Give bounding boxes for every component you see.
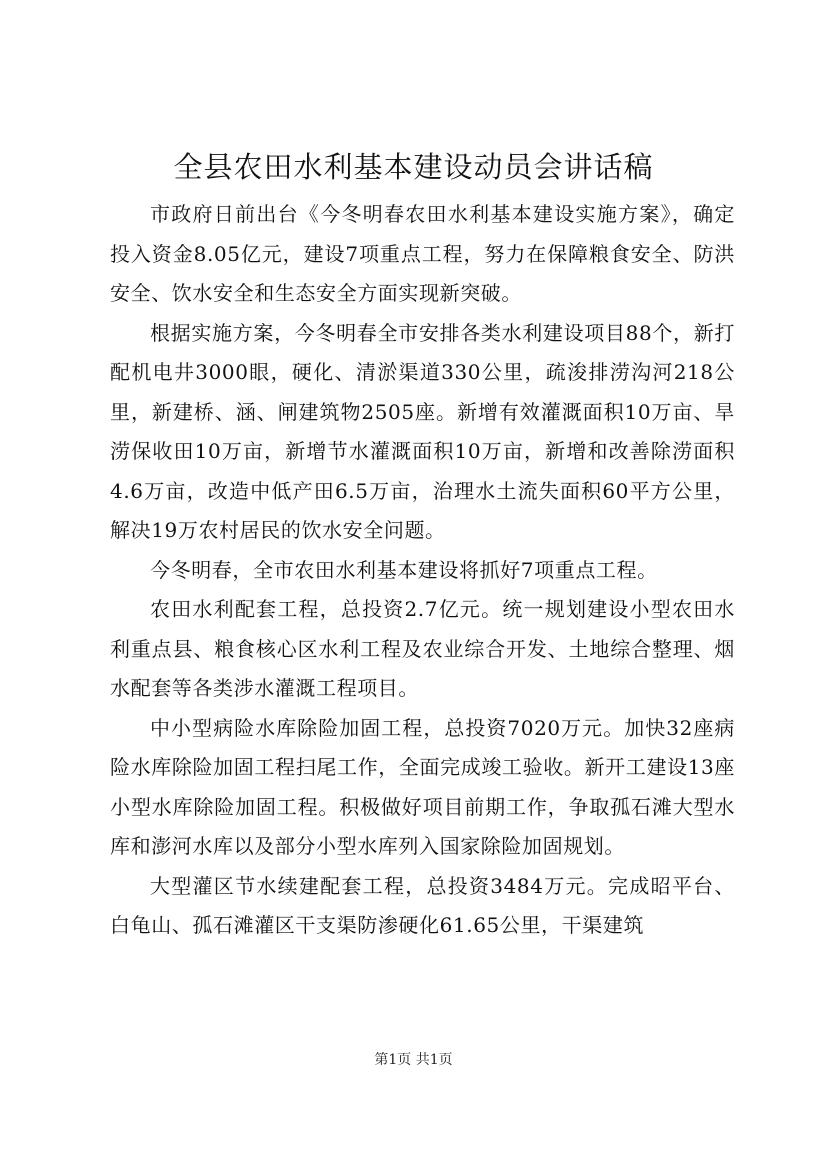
- paragraph: 市政府日前出台《今冬明春农田水利基本建设实施方案》，确定投入资金8.05亿元，建设7项重点工程，努力在保障粮食安全、防洪安全、饮水安全和生态安全方面实现新突破。: [110, 202, 735, 305]
- paragraph: 大型灌区节水续建配套工程，总投资3484万元。完成昭平台、白龟山、孤石滩灌区干支渠防渗硬化61.65公里，干渠建筑: [110, 873, 735, 937]
- page-number-footer: 第1页 共1页: [374, 1052, 453, 1068]
- paragraph: 农田水利配套工程，总投资2.7亿元。统一规划建设小型农田水利重点县、粮食核心区水利工程及农业综合开发、土地综合整理、烟水配套等各类涉水灌溉工程项目。: [110, 597, 735, 700]
- paragraph: 根据实施方案，今冬明春全市安排各类水利建设项目88个，新打配机电井3000眼，硬化、清淤渠道330公里，疏浚排涝沟河218公里，新建桥、涵、闸建筑物2505座。新增有效灌溉面积10万亩、旱涝保收田10万亩，新增节水灌溉面积10万亩，新增和改善除涝面积4.6万亩，改造中低产田6.5万亩，治理水土流失面积60平方公里，解决19万农村居民的饮水安全问题。: [110, 320, 735, 542]
- document-body: [110, 195, 735, 946]
- paragraph: 今冬明春，全市农田水利基本建设将抓好7项重点工程。: [150, 557, 658, 582]
- paragraph: 中小型病险水库除险加固工程，总投资7020万元。加快32座病险水库除险加固工程扫尾工作，全面完成竣工验收。新开工建设13座小型水库除险加固工程。积极做好项目前期工作，争取孤石滩大型水库和澎河水库以及部分小型水库列入国家除险加固规划。: [110, 715, 735, 858]
- document-title: 全县农田水利基本建设动员会讲话稿: [173, 150, 654, 184]
